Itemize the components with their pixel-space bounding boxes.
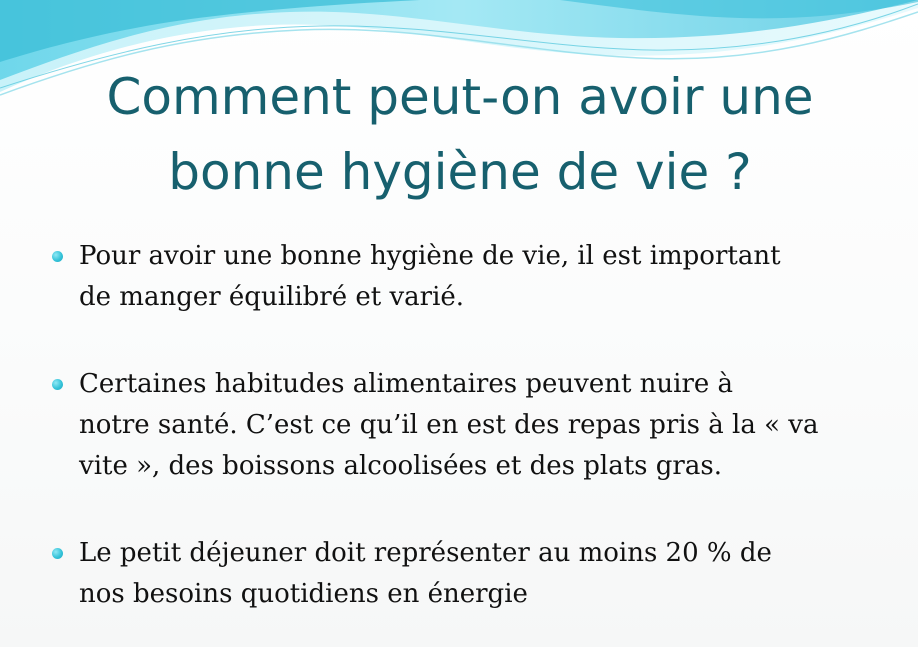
bullet-item xyxy=(52,364,852,487)
bullet-item xyxy=(52,533,852,615)
bullet-item xyxy=(52,236,852,318)
bullet-text: Pour avoir une bonne hygiène de vie, il est important de manger équilibré et varié. xyxy=(79,241,781,312)
bullet-dot-icon xyxy=(52,379,63,390)
slide-title-line-1: Comment peut-on avoir une xyxy=(106,68,814,126)
bullet-dot-icon xyxy=(52,548,63,559)
bullet-text: Le petit déjeuner doit représenter au moins 20 % de nos besoins quotidiens en énergie xyxy=(79,538,772,609)
bullet-text: Certaines habitudes alimentaires peuvent nuire à notre santé. C’est ce qu’il en est des repas pris à la « va vite », des boissons alcoolisées et des plats gras. xyxy=(79,369,819,481)
slide-title-line-2: bonne hygiène de vie ? xyxy=(168,143,752,201)
bullet-dot-icon xyxy=(52,251,63,262)
